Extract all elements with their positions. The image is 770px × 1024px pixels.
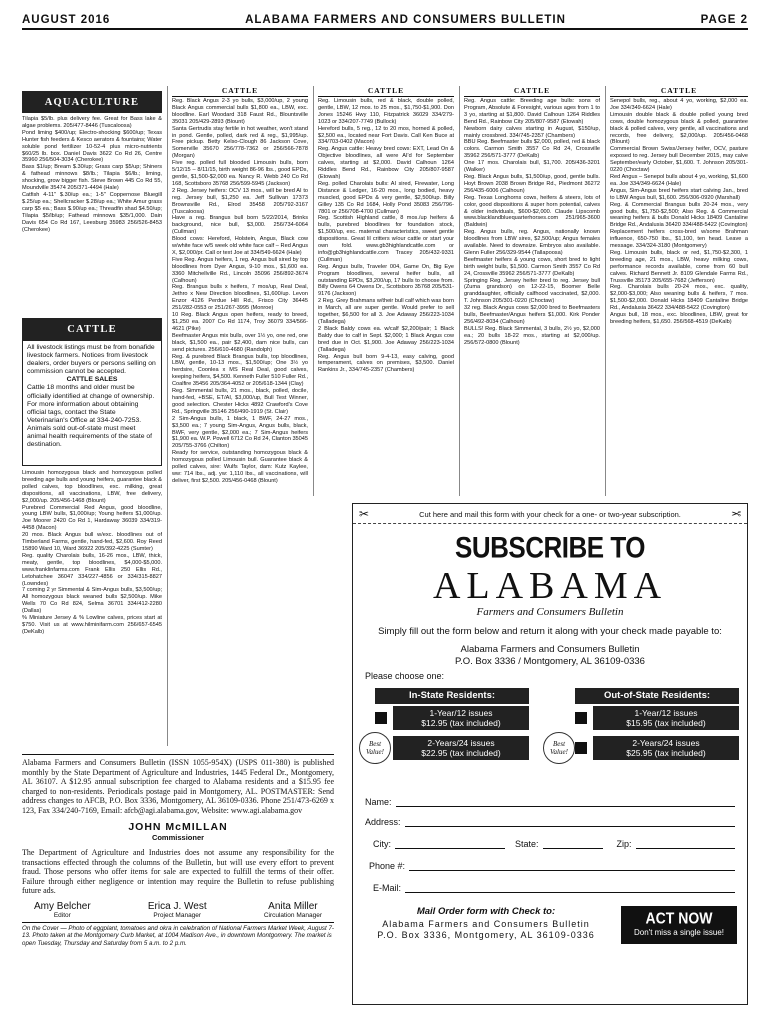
cattle-notice-text: All livestock listings must be from bonafide livestock farmers. Notices from livestock dealers, order buyers or persons selling on commission cannot be accepted. <box>27 344 156 376</box>
address-label: Address: <box>365 817 401 827</box>
choose-label: Please choose one: <box>365 671 445 681</box>
name-label: Name: <box>365 797 392 807</box>
header-rule <box>22 28 748 30</box>
cattle-sales-text: Cattle 18 months and older must be officially identified at change of ownership. For more information about obtaining official tags, contact the State Veterinarian's Office at 334-240-7253. Animals sold out-of-state must meet animal health requirements of the state of destination. <box>27 384 155 449</box>
column-rule <box>167 86 168 746</box>
column-rule <box>459 86 460 496</box>
alabama-logo: ALABAMA <box>432 565 668 607</box>
act-now-banner <box>621 906 737 944</box>
page-header <box>22 10 748 26</box>
option-term: 1-Year/12 issues <box>634 708 698 718</box>
staff-name: Erica J. West <box>147 900 207 912</box>
phone-input[interactable] <box>409 860 735 871</box>
option-price: $22.95 (tax included) <box>421 748 501 758</box>
act-now-subtitle: Don't miss a single issue! <box>633 928 724 937</box>
option-term: 1-Year/12 issues <box>429 708 493 718</box>
subscription-form <box>352 503 748 1005</box>
commissioner-name: JOHN McMILLAN <box>128 821 228 833</box>
aquaculture-listings <box>22 116 162 311</box>
col2-listings <box>172 98 308 746</box>
col4-text: Reg. Angus cattle: Breeding age bulls: sons of Program, Absolute & Foresight, various ages from 1 to 3 yo, starting at $1,800. David Calhoun 1264 Riddles Bend Rd., Rainbow City 205/807-9587 (Etowah) Newborn dairy calves starting in August, $150/up, mainly crossbred. 334/745-2357 (Chambers) BBU Reg. Beefmaster bulls $2,000, polled, red & black colors. Carmon Smith 3557 Co Rd 24, Crossville 35962 256/571-3777 (DeKalb) One 17 mos. Charolais bull, $1,700. 205/436-3201 (Walker) Reg. Black Angus bulls, $1,500/up, good, gentle bulls. Hoyt Brown 2038 Brown Bridge Rd., Piedmont 36272 256/435-6006 (Calhoun) Reg. Texas Longhorns cows, heifers & steers, lots of color, good dispositions & super horn potential, calves & older individuals, $600-$2,000. Claude Lipscomb www.blacklandbluequarterhorses.com 251/965-3600 (Baldwin) Reg. Angus bulls, reg. Angus, nationally known bloodlines from LBW sires, $2,500/up; Angus females available. Need to downsize. Embryos also available. Glenn Fuller 256/329-9544 (Tallapoosa) Beefmaster heifers & young cows, short bred to light birth weight bulls, $1,500. Carmon Smith 3557 Co Rd 24, Crossville 35962 256/571-3777 (DeKalb) Springing Reg. Jersey heifer bred to reg. Jersey bull (Zuma grandson) on 12-22-15, Boomer Belle granddaughter, officially calfhood vaccinated, $2,000. T. Johnson 205/301-0220 (Choctaw) 32 reg. Black Angus cows $2,000 bred to Beefmasters bulls, Beefmaster/Angus heifers $1,000. Kirk Ponder 256/492-8034 (Calhoun) BULLS! Reg. Black Simmental, 3 bulls, 2½ yo, $2,000 ea.; 20 bulls 18-22 mos., starting at $2,000/up. 256/572-0800 (Blount) <box>464 98 600 346</box>
outstate-1yr-checkbox[interactable] <box>575 712 587 724</box>
email-label: E-Mail: <box>373 883 402 893</box>
issue-date: AUGUST 2016 <box>22 14 111 26</box>
outstate-1yr-label <box>593 706 739 730</box>
state-input[interactable] <box>543 838 603 849</box>
cut-instructions: Cut here and mail this form with your check for a one- or two-year subscription. <box>419 510 681 519</box>
staff-editor <box>34 901 91 919</box>
email-input[interactable] <box>405 882 735 893</box>
staff-title: Editor <box>53 911 71 919</box>
best-value-badge: Best Value! <box>543 732 575 764</box>
staff-list <box>22 901 334 919</box>
staff-name: Anita Miller <box>268 900 318 912</box>
col4-listings <box>464 98 600 494</box>
instate-options <box>375 688 529 760</box>
name-input[interactable] <box>396 796 735 807</box>
best-value-badge: Best Value! <box>359 732 391 764</box>
cattle-notice-box <box>22 340 162 466</box>
disclaimer: The Department of Agriculture and Industries does not assume any responsibility for the transactions effected through the columns of the Bulletin, but will use every effort to prevent fraud. Those persons who offer items for sale are expected to fulfill the terms of their offer. Failure through either negligence or intention may require the Bulletin to refuse publishing future ads. <box>22 848 334 895</box>
city-state-zip-row <box>365 838 735 849</box>
option-price: $25.95 (tax included) <box>626 748 706 758</box>
act-now-title: ACT NOW <box>645 909 713 927</box>
column-head: CATTLE <box>610 86 748 97</box>
payee-name: Alabama Farmers and Consumers Bulletin <box>460 644 640 655</box>
option-price: $12.95 (tax included) <box>421 718 501 728</box>
staff-circulation-manager <box>264 901 322 919</box>
state-label: State: <box>515 839 539 849</box>
phone-label: Phone #: <box>369 861 406 871</box>
instate-option-2[interactable] <box>375 736 529 760</box>
staff-name: Amy Belcher <box>34 900 91 912</box>
mail-line-1: Alabama Farmers and Consumers Bulletin <box>382 919 590 929</box>
instate-header: In-State Residents: <box>375 688 529 704</box>
payable-instructions: Simply fill out the form below and return it along with your check made payable to: <box>378 626 722 637</box>
payee-address: P.O. Box 3336 / Montgomery, AL 36109-0336 <box>455 656 645 667</box>
publication-statement: Alabama Farmers and Consumers Bulletin (ISSN 1055-954X) (USPS 011-380) is published monthly by the State Department of Agriculture and Industries, 1445 Federal Dr., Montgomery, AL 36107. A $12.95 annual subscription fee charged to Alabama residents and a $15.95 fee charged to non-residents. Periodicals postage paid in Montgomery, AL. POSTMASTER: Send address changes to AFCB, P.O. Box 3336, Montgomery, AL 36109-0336. Phone 251/473-6269 x 123, Fax 334/240-7169, Email: afcb@agi.alabama.gov, Website: www.agi.alabama.gov <box>22 754 334 815</box>
column-head: CATTLE <box>172 86 308 97</box>
col5-text: Senepol bulls, reg., about 4 yo, working, $2,000 ea. Joe 334/349-6624 (Hale) Limousin double black & double polled young bred cows, double homozygous black & polled, guarantee black & polled calves, very gentle, all vaccinations and records, free delivery, $2,000/up. 205/456-0468 (Blount) Commercial Brown Swiss/Jersey heifer, OCV, pasture exposed to reg. Jersey bull December 2015, may calve September/early October, $1,600. T. Johnson 205/301-0220 (Choctaw) Red Angus – Senepol bulls about 4 yo, working, $1,600 ea. Joe 334/349-6624 (Hale) Angus, Sim-Angus bred heifers start calving Jan., bred to LBW Angus bull, $1,600. 256/306-0920 (Marshall) Reg. & Commercial Brangus bulls 20-24 mos., very good bulls, $1,750-$2,500; Also Reg. & Commercial weaning heifers & bulls Donald Hicks 18409 Cantaline Bridge Rd., Andalusia 36420 334/488-5422 (Covington) Replacement heifers cross-bred w/some Brahman influence, 650-750 lbs., $1,100, ten head. Leave a message. 334/324-3180 (Montgomery) Reg. Limousin bulls, black or red, $1,750-$2,300, 1 breeding age, 21 mos., LBW, heavy milking cows, performance records available, come from 60 bull calves. Richard Bennett Jr. 8109 Glendale Farms Rd., Trussville 35173 205/655-7682 (Jefferson) Reg. Charolais bulls 20-24 mos., exc. quality, $2,000-$3,000; Also weaning bulls & heifers, 7 mos. $1,500-$2,000. Donald Hicks 18409 Cantaline Bridge Rd., Andalusia 36422 334/488-5422 (Covington) Angus bull, 18 mos., exc. bloodlines, LBW, great for breeding heifers, $1,650. 256/568-4519 (DeKalb) <box>610 98 748 325</box>
column-rule <box>605 86 606 496</box>
column-rule <box>313 86 314 496</box>
outstate-header: Out-of-State Residents: <box>575 688 739 704</box>
option-term: 2-Years/24 issues <box>632 738 700 748</box>
mail-block <box>361 906 611 940</box>
instate-1yr-label <box>393 706 529 730</box>
outstate-option-1[interactable] <box>575 706 739 730</box>
outstate-option-2[interactable] <box>575 736 739 760</box>
city-label: City: <box>373 839 391 849</box>
instate-option-1[interactable] <box>375 706 529 730</box>
address-input[interactable] <box>405 816 735 827</box>
zip-label: Zip: <box>616 839 632 849</box>
option-price: $15.95 (tax included) <box>626 718 706 728</box>
outstate-2yr-label <box>593 736 739 760</box>
email-field[interactable] <box>365 882 735 893</box>
masthead-box <box>22 754 334 984</box>
option-term: 2-Years/24 issues <box>427 738 495 748</box>
scissors-icon: ✂ <box>359 507 370 521</box>
column-head: CATTLE <box>464 86 600 97</box>
staff-project-manager <box>148 901 207 919</box>
cattle-sales-title: CATTLE SALES <box>66 376 118 384</box>
zip-input[interactable] <box>636 838 735 849</box>
col3-text: Reg. Limousin bulls, red & black, double polled, gentle, LBW, 12 mos. to 25 mos., $1,750-$1,900. Don Jones 15246 Hwy 110, Fitzpatrick 36029 334/279-1023 or 334/207-7749 (Bullock) Hereford bulls, 5 reg., 12 to 20 mos, horned & polled, $2,500 ea., located near Fort Davis. Call Ken Buce at 334/703-0402 (Macon) Reg. Angus cattle: Heavy bred cows: EXT, Lead On & Objective bloodlines, all were AI'd for September calves, starting at $2,000. David Calhoun 1264 Riddles Bend Rd., Rainbow City 205/807-9587 (Etowah) Reg. polled Charolais bulls: AI sired, Firewater, Long Distance & Ledger, 16-20 mos., long bodied, heavy muscled, good EPDs & very gentle, $2,500/up. Billy Gilley 135 Co Rd 1684, Holly Pond 35083 256/796-7801 or 256/708-4700 (Cullman) Reg. Scottish Highland cattle, 8 mos./up heifers & bulls, purebred bloodlines for foundation stock, $1,500/up, exc. maternal characteristics, sweet gentle dispositions. Great lil critters w/our cattle or start your own fold. www.gb3highlandcattle.com or info@gb3highlandcattle.com Tracey 205/432-9331 (Cullman) Reg. Angus bulls, Traveler 004, Game On, Big Eye Program bloodlines, several heifer bulls, all outstanding EPDs, $3,200/up, 17 bulls to choose from. Billy Owens 64 Owens Dr., Scottsboro 35768 205/531-9176 (Jackson) 2 Reg. Grey Brahmans w/their bull calf which was born in March, all are super gentle. Would prefer to sell together, $6,500 for all 3. Joe Adaway 256/223-1034 (Talladega) 2 Black Baldy cows ea. w/calf $2,200/pair; 1 Black Baldy due to calf in Sept. $2,000; 1 Black Angus cow bred due in Oct. $1,900. Joe Adaway 256/223-1034 (Talladega) Reg. Angus bull born 9-4-13, easy calving, good temperament, calves on premises, $3,500. Daniel Rankins Jr., 334/745-2357 (Chambers) <box>318 98 454 374</box>
staff-title: Circulation Manager <box>263 911 322 919</box>
name-field[interactable] <box>365 796 735 807</box>
cover-note: On the Cover — Photo of eggplant, tomatoes and okra in celebration of National Farmers Market Week, August 7-13. Photo taken at the Montgomery Curb Market, at 1004 Madison Ave., in downtown Montgomery. The market is open Tuesday, Thursday and Saturday from 5 a.m. to 2 p.m. <box>22 922 334 948</box>
aquaculture-text: Tilapia $5/lb. plus delivery fee. Great for Bass lake & algae problems. 205/477-8446 (Tuscaloosa) Pond liming $400/up; Electro-shocking $600/up; Texas Hunter fish feeders & Kesco aerators & fountains; Water soluble pond fertilizer 10-52-4 plus micro-nutrients $60/25 lb. box. Daniel Davis 3622 Co Rd 26, Centre 35960 256/504-3034 (Cherokee) Bass $1/up; Bream $.30/up; Grass carp $5/up; Shiners & fathead minnows $8/lb.; Tilapia $6/lb.; liming, shocking, grow bigger fish. Steve Brown 445 Co Rd 55, Moundville 35474 205/371-4494 (Hale) Catfish 4-11" $.30/up ea.; 1-5" Coppernose Bluegill $.25/up ea.; Shellcracker $.28/up ea.; White Amur grass carp $5 ea.; Bass $.90/up ea.; Threadfin shad $4.50/up; Tilapia $5/lb/up; Fathead minnows $35/1,000. Dain Davis 654 Co Rd 167, Leesburg 35983 256/526-8453 (Cherokee) <box>22 116 162 233</box>
outstate-2yr-checkbox[interactable] <box>575 742 587 754</box>
col5-listings <box>610 98 748 494</box>
outstate-options <box>575 688 739 760</box>
phone-field[interactable] <box>365 860 735 871</box>
commissioner-title: Commissioner <box>151 833 205 842</box>
col1-listings <box>22 470 162 748</box>
page-number: PAGE 2 <box>700 14 748 26</box>
subscribe-title: SUBSCRIBE TO <box>455 529 645 565</box>
column-head: CATTLE <box>318 86 454 97</box>
logo-subtitle: Farmers and Consumers Bulletin <box>476 606 624 618</box>
address-field[interactable] <box>365 816 735 827</box>
col2-text: Reg. Black Angus 2-3 yo bulls, $3,000/up, 2 young Black Angus commercial bulls $1,800 ea., LBW, exc. bloodline. Earl Woodard 318 Faust Rd., Blountsville 35031 205/429-2893 (Blount) Santa Gertrudis stay fertile in hot weather, won't stand in pond. Gentle, polled, dark red & reg., $1,995/up. Free pickup. Betty Kelso-Clough 86 Jackson Cove, Somerville 35670 256/778-7362 or 256/566-7878 (Morgan) Five reg. polled full blooded Limousin bulls, born 5/12/15 – 8/11/15, birth weight 86-96 lbs., good EPDs, gentle, $1,500-$2,000 ea. Nancy R. Webb 240 Co Rd 168, Scottsboro 35768 256/599-5945 (Jackson) 2 Reg. Jersey heifers: OCV 13 mos., will be bred AI to reg. Jersey bull, $1,250 ea. Jeff Sullivan 17373 Brownsville Rd., Elrod 35458 205/792-3167 (Tuscaloosa) Have a reg. Brangus bull born 5/22/2014, Brinks background, nice bull, $3,000. 256/734-6064 (Cullman) Blood cows: Hereford, Holstein, Angus, Black cow w/white face w/5 week old white face calf – Red Angus X, $2,000/pr. Call or text Joe at 334/549-6624 (Hale) Five Reg. Angus heifers, 1 reg. Angus bull sired by top bloodlines from Dyer Angus, 9-10 mos., $1,600 ea. 3360 Mitchellville Rd., Lincoln 35096 256/892-3674 (Calhoun) Reg. Brangus bulls x heifers, 7 mos/up, Real Deal, Jethro x New Direction bloodlines, $1,600/up. Levon Enzor 4126 Perdue Hill Rd., Frisco City 36445 251/282-0553 or 251/267-3995 (Monroe) 10 Reg. Black Angus open heifers, ready to breed, $1,250 ea. 2007 Co Rd 1174, Troy 36079 334/566-4621 (Pike) Beefmaster Angus mix bulls, over 1½ yo, one red, one black, $1,500 ea., pair $2,400, dam nice bulls, can send pictures. 256/610-4680 (Randolph) Reg. & purebred Black Brangus bulls, top bloodlines, LBW, gentle, 10-13 mos., $1,500/up; One 3½ yo herdsire, Coonlea x MS Real Deal, good calves, keeping heifers, $4,500. Kenneth Fuller 510 Fuller Rd., Coalfire 35456 205/364-4052 or 205/618-1344 (Clay) Reg. Simmental bulls, 21 mos., black, polled, docile, hand-fed, +BSE, ET/AI, $3,000/up, Bull Test Winner, good selection. Chester Hicks 4892 Crawford's Cove Rd., Springville 35146 256/490-1919 (St. Clair) 2 Sim-Angus bulls, 1 black, 1 BWF, 24-27 mos., $3,500 ea.; 7 young Sim-Angus, Angus bulls, black, BWF, very gentle, $2,000 ea.; 7 Sim-Angus heifers $1,900 ea. W.P. Powell 6712 Co Rd 24, Clanton 35045 205/755-3766 (Chilton) Ready for service, outstanding homozygous black & homozygous polled Limousin bull. Guarantee black & polled calves, sire: Wulfs Taylor, dam: Kutz Kaylee, ww: 714 lbs., adj. yw: 1,110 lbs., all vaccinations, will deliver, first $2,500. 205/456-0468 (Blount) <box>172 98 308 484</box>
scissors-icon: ✂ <box>730 507 741 521</box>
instate-1yr-checkbox[interactable] <box>375 712 387 724</box>
staff-title: Project Manager <box>153 911 202 919</box>
mail-title: Mail Order form with Check to: <box>416 906 556 917</box>
col1-text: Limousin homozygous black and homozygous polled breeding age bulls and young heifers, guarantee black & polled calves, top bloodlines, exc. milking, great dispositions, all vaccinations, LBW, free delivery, $2,000/up. 205/456-1468 (Blount) Purebred Commercial Red Angus, good bloodline, young LBW bulls, $1,000/up; Young heifers $1,000/up. Joe Moorer 2420 Co Rd 1, Hardaway 36039 334/319-4458 (Macon) 20 mos. Black Angus bull w/exc. bloodlines out of Timberland Farms, gentle, hand-fed, $2,600. Roy Reed 15890 Ward 10, Ward 36922 205/392-4225 (Sumter) Reg. quality Charolais bulls, 16-26 mos., LBW, thick, meaty, gentle, top bloodlines, $4,000-$5,000. www.franklinfarms.com Frank Ellis 250 Ellis Rd., Letohatchee 36047 334/227-4856 or 334/315-8827 (Lowndes) 7 coming 2 yr Simmental & Sim-Angus bulls, $3,500/up; All homozygous black weaned bulls $2,500/up. Mike Wells 70 Co Rd 824, Selma 36701 334/412-2280 (Dallas) % Miniature Jersey & % Lowline calves, prices start at $750. Visit us at www.hilminifarm.com 256/657-6545 (DeKalb) <box>22 470 162 635</box>
mail-line-2: P.O. Box 3336, Montgomery, AL 36109-0336 <box>377 930 595 940</box>
cattle-heading: CATTLE <box>22 318 162 340</box>
instate-2yr-label <box>393 736 529 760</box>
city-input[interactable] <box>395 838 505 849</box>
cut-line <box>353 523 747 524</box>
publication-title: ALABAMA FARMERS AND CONSUMERS BULLETIN <box>245 14 566 26</box>
col3-listings <box>318 98 454 494</box>
aquaculture-heading: AQUACULTURE <box>22 91 162 113</box>
